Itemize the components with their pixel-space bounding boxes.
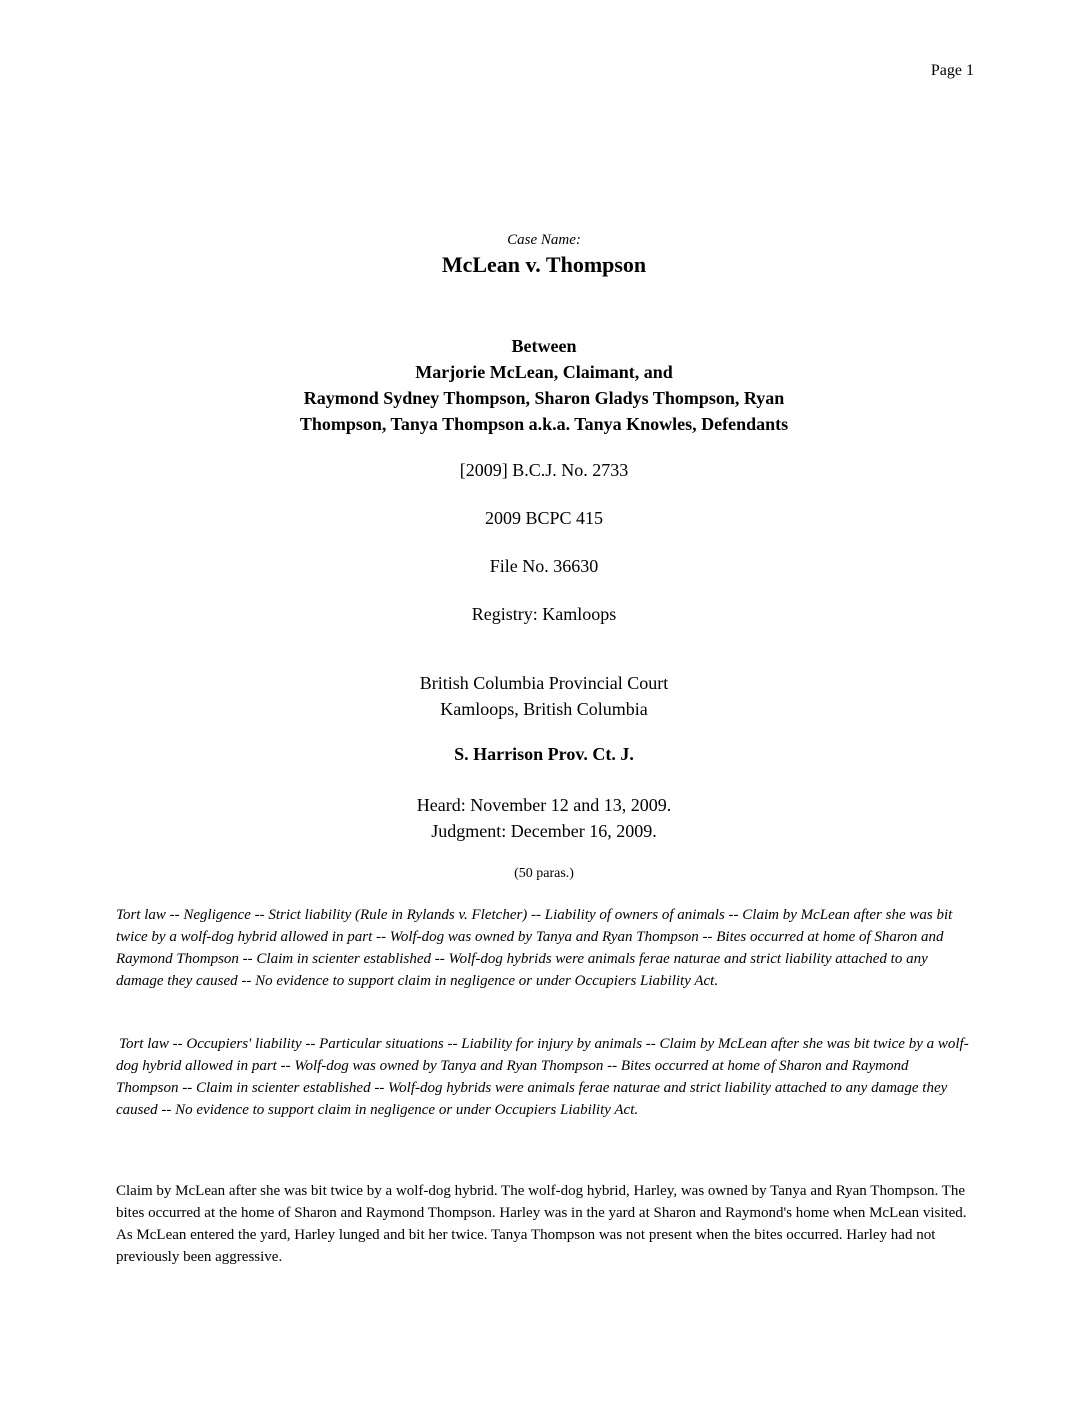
parties-defendants-line2: Thompson, Tanya Thompson a.k.a. Tanya Knowles, Defendants <box>299 414 789 434</box>
headnote-occupiers-liability: Tort law -- Occupiers' liability -- Particular situations -- Liability for injury by animals -- Claim by McLean after she was bit twice by a wolf-dog hybrid allowed in part -- Wolf-dog was owned by Tanya and Ryan Thompson -- Bites occurred at home of Sharon and Raymond Thompson -- Claim in scienter established -- Wolf-dog hybrids were animals ferae naturae and strict liability attached to any damage they caused -- No evidence to support claim in negligence or under Occupiers Liability Act. <box>116 1036 969 1118</box>
parties-between: Between <box>511 336 577 356</box>
judgment-date: Judgment: December 16, 2009. <box>431 821 657 841</box>
dates-block <box>0 792 1088 844</box>
heard-date: Heard: November 12 and 13, 2009. <box>416 795 672 815</box>
paras-count: (50 paras.) <box>514 866 574 881</box>
citation-bcj: [2009] B.C.J. No. 2733 <box>459 460 629 480</box>
case-title: McLean v. Thompson <box>441 252 647 277</box>
page-number: Page 1 <box>930 62 974 79</box>
headnote-negligence: Tort law -- Negligence -- Strict liability (Rule in Rylands v. Fletcher) -- Liability of owners of animals -- Claim by McLean after she was bit twice by a wolf-dog hybrid allowed in part -- Wolf-dog was owned by Tanya and Ryan Thompson -- Bites occurred at home of Sharon and Raymond Thompson -- Claim in scienter established -- Wolf-dog hybrids were animals ferae naturae and strict liability attached to any damage they caused -- No evidence to support claim in negligence or under Occupiers Liability Act. <box>116 907 953 989</box>
citation-bcpc: 2009 BCPC 415 <box>484 508 604 528</box>
registry: Registry: Kamloops <box>471 604 617 624</box>
court-block <box>0 670 1088 722</box>
court-location: Kamloops, British Columbia <box>440 699 648 719</box>
parties-block <box>0 333 1088 437</box>
parties-defendants-line1: Raymond Sydney Thompson, Sharon Gladys Thompson, Ryan <box>303 388 785 408</box>
parties-claimant: Marjorie McLean, Claimant, and <box>415 362 673 382</box>
case-name-label: Case Name: <box>507 232 581 248</box>
court-name: British Columbia Provincial Court <box>419 673 669 693</box>
file-number: File No. 36630 <box>489 556 599 576</box>
case-summary: Claim by McLean after she was bit twice by a wolf-dog hybrid. The wolf-dog hybrid, Harley, was owned by Tanya and Ryan Thompson. The bites occurred at the home of Sharon and Raymond Thompson. Harley was in the yard at Sharon and Raymond's home when McLean visited. As McLean entered the yard, Harley lunged and bit her twice. Tanya Thompson was not present when the bites occurred. Harley had not previously been aggressive. <box>116 1183 967 1265</box>
judge-name: S. Harrison Prov. Ct. J. <box>454 744 634 764</box>
